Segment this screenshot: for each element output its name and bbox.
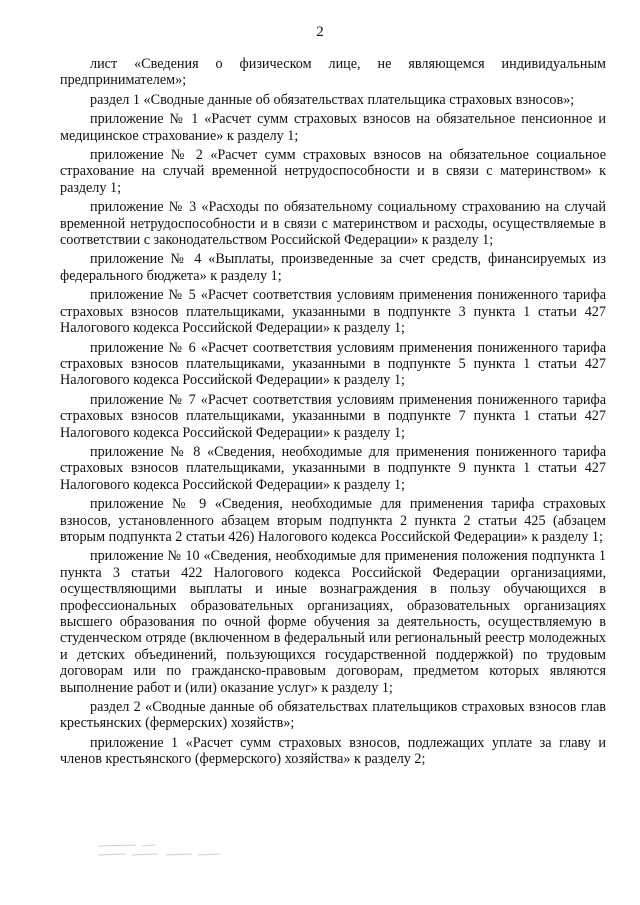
paragraph: приложение № 7 «Расчет соответствия условиям применения пониженного тарифа страховых взносов плательщиками, указанными в подпункте 7 пункта 1 статьи 427 Налогового кодекса Российской Федерации» к разделу 1; bbox=[60, 391, 606, 441]
paragraph: приложение 1 «Расчет сумм страховых взносов, подлежащих уплате за главу и членов крестьянского (фермерского) хозяйства» к разделу 2; bbox=[60, 734, 606, 768]
document-body bbox=[60, 56, 606, 771]
paragraph: приложение № 5 «Расчет соответствия условиям применения пониженного тарифа страховых взносов плательщиками, указанными в подпункте 3 пункта 1 статьи 427 Налогового кодекса Российской Федерации» к разделу 1; bbox=[60, 287, 606, 337]
paragraph: раздел 1 «Сводные данные об обязательствах плательщика страховых взносов»; bbox=[90, 91, 575, 108]
paragraph: приложение № 2 «Расчет сумм страховых взносов на обязательное социальное страхование на случай временной нетрудоспособности и в связи с материнством» к разделу 1; bbox=[60, 147, 606, 196]
paragraph: приложение № 4 «Выплаты, произведенные за счет средств, финансируемых из федерального бюджета» к разделу 1; bbox=[60, 251, 606, 284]
paragraph: раздел 2 «Сводные данные об обязательствах плательщиков страховых взносов глав крестьянских (фермерских) хозяйств»; bbox=[60, 699, 606, 732]
paragraph: лист «Сведения о физическом лице, не являющемся индивидуальным предпринимателем»; bbox=[60, 56, 606, 89]
paragraph: приложение № 8 «Сведения, необходимые для применения пониженного тарифа страховых взносов плательщиками, указанными в подпункте 9 пункта 1 статьи 427 Налогового кодекса Российской Федерации» к разделу 1; bbox=[60, 443, 606, 493]
registration-stamp bbox=[96, 840, 236, 862]
paragraph: приложение № 1 «Расчет сумм страховых взносов на обязательное пенсионное и медицинское страхование» к разделу 1; bbox=[60, 111, 606, 144]
paragraph: приложение № 10 «Сведения, необходимые для применения положения подпункта 1 пункта 3 статьи 422 Налогового кодекса Российской Федерации организациями, осуществляющими выплаты и иные вознаграждения в пользу обучающихся в профессиональных образовательных организациях, образовательных организациях высшего образования по очной форме обучения за деятельность, осуществляемую в студенческом отряде (включенном в федеральный или региональный реестр молодежных и детских объединений, пользующихся государственной поддержкой) по трудовым договорам или по гражданско-правовым договорам, предметом которых являются выполнение работ и (или) оказание услуг» к разделу 1; bbox=[60, 548, 606, 696]
paragraph: приложение № 9 «Сведения, необходимые для применения тарифа страховых взносов, установленного абзацем вторым подпункта 2 пункта 2 статьи 425 (абзацем вторым подпункта 2 статьи 426) Налогового кодекса Российской Федерации» к разделу 1; bbox=[60, 496, 606, 545]
paragraph: приложение № 6 «Расчет соответствия условиям применения пониженного тарифа страховых взносов плательщиками, указанными в подпункте 5 пункта 1 статьи 427 Налогового кодекса Российской Федерации» к разделу 1; bbox=[60, 339, 606, 389]
paragraph: приложение № 3 «Расходы по обязательному социальному страхованию на случай временной нетрудоспособности и в связи с материнством и расходы, осуществляемые в соответствии с законодательством Российской Федерации» к разделу 1; bbox=[60, 199, 606, 249]
page-number: 2 bbox=[316, 24, 324, 40]
